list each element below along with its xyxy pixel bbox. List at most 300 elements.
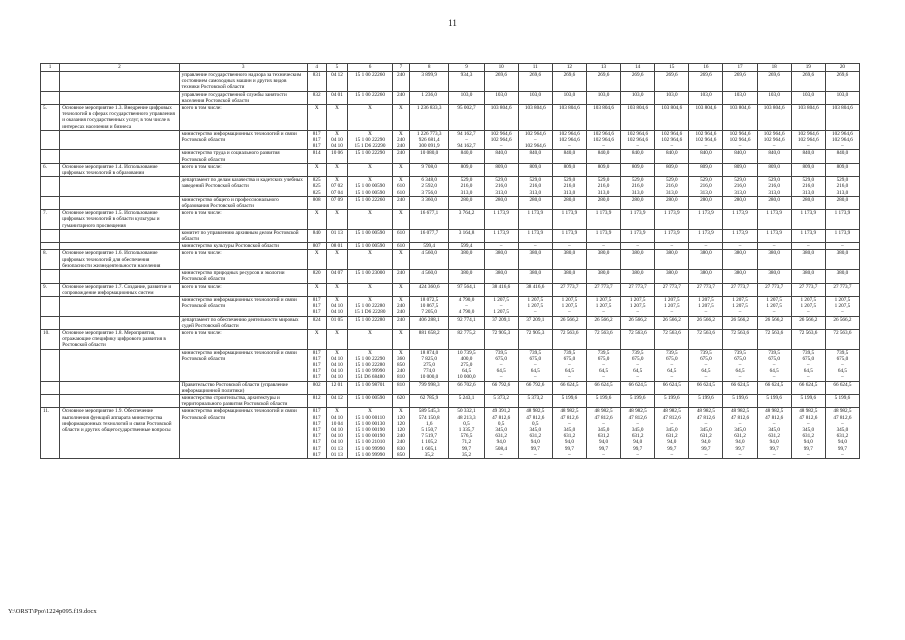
- cell-year: 1 173,9: [586, 229, 620, 242]
- cell-name: [60, 72, 179, 92]
- header-cell: 17: [723, 64, 757, 72]
- cell-year: 102 964,6 102 964,6 –: [621, 130, 655, 150]
- cell-grbs: 832: [307, 91, 326, 104]
- cell-year: 380,0: [757, 270, 791, 283]
- cell-year: 1 207,5 – 1 207,5: [484, 296, 518, 316]
- cell-csr: 15 1 00 00590: [348, 394, 393, 407]
- cell-year: 102 964,6 102 964,6 –: [689, 130, 723, 150]
- cell-year: 809,0: [518, 163, 552, 176]
- cell-no: [41, 349, 60, 381]
- cell-year: –: [655, 243, 689, 250]
- cell-csr: Х: [348, 210, 393, 230]
- header-cell: 11: [518, 64, 552, 72]
- cell-year: 72 563,6: [791, 329, 825, 349]
- cell-year: 26 566,2: [552, 316, 586, 329]
- cell-year: 269,6: [689, 72, 723, 92]
- cell-year: 48 982,5 47 812,6 0,5 345,0 631,2 94,0 99,7 –: [518, 408, 552, 459]
- table-row: [41, 250, 860, 270]
- cell-year: 103,0: [655, 91, 689, 104]
- header-cell: 14: [621, 64, 655, 72]
- table-row: [41, 296, 860, 316]
- header-cell: 6: [348, 64, 393, 72]
- budget-table: [40, 63, 860, 459]
- cell-year: 72 563,6: [757, 329, 791, 349]
- cell-year: 1 207,5 1 207,5 –: [621, 296, 655, 316]
- cell-grbs: 820: [307, 270, 326, 283]
- cell-year: 380,0: [552, 270, 586, 283]
- cell-year: 27 773,7: [723, 283, 757, 296]
- cell-total: 18 072,5 10 867,5 7 205,0: [409, 296, 448, 316]
- cell-grbs: 840: [307, 229, 326, 242]
- cell-name: [60, 196, 179, 209]
- cell-csr: 15 1 00 22280: [348, 316, 393, 329]
- cell-grbs: 831: [307, 72, 326, 92]
- table-body: [41, 72, 860, 459]
- cell-total: 4 560,0: [409, 250, 448, 270]
- cell-year: 529,0 216,0 313,0: [689, 177, 723, 197]
- cell-exec: министерство информационных технологий и связи Ростовской области: [179, 130, 307, 150]
- header-cell: 19: [791, 64, 825, 72]
- cell-vr: Х: [392, 163, 409, 176]
- cell-vr: Х 240 240: [392, 130, 409, 150]
- table-row: [41, 105, 860, 131]
- cell-year: 809,0: [552, 163, 586, 176]
- cell-vr: Х 610 610: [392, 177, 409, 197]
- cell-exec: департамент по обеспечению деятельности мировых судей Ростовской области: [179, 316, 307, 329]
- cell-rzpr: Х: [326, 250, 347, 270]
- cell-year: 5 373,2: [484, 394, 518, 407]
- cell-exec: министерство труда и социального развития Ростовской области: [179, 150, 307, 163]
- cell-csr: Х: [348, 250, 393, 270]
- cell-no: 6.: [41, 163, 60, 176]
- cell-year: –: [825, 243, 859, 250]
- cell-year: –: [621, 243, 655, 250]
- cell-year: 72 563,6: [723, 329, 757, 349]
- cell-year: 103,0: [757, 91, 791, 104]
- header-cell: 2: [60, 64, 179, 72]
- cell-year: 72 563,6: [825, 329, 859, 349]
- cell-year: 1 173,9: [484, 210, 518, 230]
- cell-csr: 15 1 00 23000: [348, 270, 393, 283]
- cell-year: 1 173,9: [825, 210, 859, 230]
- cell-year: 529,0 216,0 313,0: [552, 177, 586, 197]
- cell-grbs: 824: [307, 316, 326, 329]
- cell-year: 840,0: [825, 150, 859, 163]
- cell-year: 103,0: [791, 91, 825, 104]
- cell-no: [41, 381, 60, 394]
- cell-year: 27 773,7: [791, 283, 825, 296]
- cell-year: 102 964,6 102 964,6 –: [791, 130, 825, 150]
- cell-csr: 15 1 00 22260: [348, 91, 393, 104]
- cell-year: 809,0: [825, 163, 859, 176]
- cell-year: 48 982,5 47 812,6 – 345,0 631,2 94,0 99,7 –: [621, 408, 655, 459]
- cell-csr: Х 15 1 00 22290 15 1 00 22280 15 1 00 99990 151 D6 68480: [348, 349, 393, 381]
- table-row: [41, 408, 860, 459]
- cell-year: 840,0: [518, 150, 552, 163]
- cell-year: 380,0: [655, 250, 689, 270]
- cell-name: Основное мероприятие 1.3. Внедрение цифровых технологий в сферах государственного управления и оказания государственных услуг, в том числе в интересах населения и бизнеса: [60, 105, 179, 131]
- cell-year: 739,5 675,0 – 64,5 –: [791, 349, 825, 381]
- cell-no: 9.: [41, 283, 60, 296]
- cell-exec: управление государственной службы занятости населения Ростовской области: [179, 91, 307, 104]
- cell-y2019: 94 162,7 – 94 162,7: [449, 130, 484, 150]
- cell-name: [60, 130, 179, 150]
- cell-year: 739,5 675,0 – 64,5 –: [825, 349, 859, 381]
- cell-rzpr: Х: [326, 283, 347, 296]
- cell-year: 529,0 216,0 313,0: [757, 177, 791, 197]
- cell-vr: 240: [392, 72, 409, 92]
- cell-year: 27 773,7: [655, 283, 689, 296]
- cell-csr: 15 1 00 22290: [348, 150, 393, 163]
- cell-total: 6 348,0 2 592,0 3 756,0: [409, 177, 448, 197]
- cell-year: 1 173,9: [757, 229, 791, 242]
- cell-csr: Х 15 1 00 22280 15 1 D6 22280: [348, 296, 393, 316]
- cell-csr: Х 15 1 00 22290 15 1 D6 22290: [348, 130, 393, 150]
- cell-year: 739,5 675,0 – 64,5 –: [655, 349, 689, 381]
- cell-no: [41, 316, 60, 329]
- cell-year: 809,0: [689, 163, 723, 176]
- cell-no: [41, 296, 60, 316]
- header-cell: 3: [179, 64, 307, 72]
- cell-total: 9 708,0: [409, 163, 448, 176]
- cell-year: 1 173,9: [655, 210, 689, 230]
- cell-year: 26 566,2: [825, 316, 859, 329]
- cell-grbs: Х: [307, 105, 326, 131]
- cell-rzpr: 12 01: [326, 381, 347, 394]
- cell-grbs: 817 817 817 817 817: [307, 349, 326, 381]
- cell-year: 1 173,9: [655, 229, 689, 242]
- cell-exec: всего в том числе:: [179, 105, 307, 131]
- cell-year: –: [586, 243, 620, 250]
- cell-vr: 240: [392, 150, 409, 163]
- cell-grbs: Х: [307, 329, 326, 349]
- cell-year: 1 173,9: [825, 229, 859, 242]
- cell-name: [60, 349, 179, 381]
- cell-year: 280,0: [689, 196, 723, 209]
- cell-y2019: 95 002,7: [449, 105, 484, 131]
- cell-year: 380,0: [791, 270, 825, 283]
- table-row: [41, 394, 860, 407]
- cell-year: 269,6: [723, 72, 757, 92]
- cell-year: –: [552, 243, 586, 250]
- cell-year: 66 624,5: [757, 381, 791, 394]
- cell-year: 72 563,6: [586, 329, 620, 349]
- cell-year: 72 905,3: [484, 329, 518, 349]
- cell-year: 103,0: [723, 91, 757, 104]
- cell-year: –: [484, 243, 518, 250]
- cell-year: 5 199,6: [655, 394, 689, 407]
- table-row: [41, 130, 860, 150]
- cell-total: 599,4: [409, 243, 448, 250]
- cell-name: [60, 243, 179, 250]
- cell-rzpr: Х: [326, 163, 347, 176]
- cell-year: 380,0: [791, 250, 825, 270]
- table-row: [41, 243, 860, 250]
- cell-year: 48 982,5 47 812,6 – 345,0 631,2 94,0 99,7 –: [552, 408, 586, 459]
- cell-grbs: Х: [307, 163, 326, 176]
- cell-csr: 15 1 00 22260: [348, 196, 393, 209]
- cell-rzpr: Х 04 10 10 04 04 10 04 10 04 10 01 13 01 13: [326, 408, 347, 459]
- cell-total: 62 785,9: [409, 394, 448, 407]
- cell-year: 66 624,5: [791, 381, 825, 394]
- cell-rzpr: Х 04 10 04 10: [326, 296, 347, 316]
- cell-no: [41, 270, 60, 283]
- cell-year: 27 773,7: [825, 283, 859, 296]
- cell-csr: Х: [348, 283, 393, 296]
- cell-year: 48 982,5 47 812,6 – 345,0 631,2 94,0 99,7 –: [586, 408, 620, 459]
- cell-year: 66 792,6: [484, 381, 518, 394]
- cell-grbs: Х: [307, 210, 326, 230]
- cell-year: 280,0: [518, 196, 552, 209]
- table-row: [41, 316, 860, 329]
- cell-year: 1 207,5 1 207,5 –: [552, 296, 586, 316]
- cell-y2019: 3 164,8: [449, 229, 484, 242]
- cell-no: 10.: [41, 329, 60, 349]
- cell-year: 103,0: [586, 91, 620, 104]
- cell-year: 103 804,6: [791, 105, 825, 131]
- cell-name: Основное мероприятие 1.5. Использование цифровых технологий в области культуры и гуманитарного просвещения: [60, 210, 179, 230]
- cell-year: 739,5 675,0 – 64,5 –: [518, 349, 552, 381]
- cell-y2019: 103,0: [449, 91, 484, 104]
- cell-year: 38 416,6: [484, 283, 518, 296]
- cell-year: 1 173,9: [518, 229, 552, 242]
- cell-year: 72 563,6: [689, 329, 723, 349]
- cell-exec: Правительство Ростовской области (управление информационной политики): [179, 381, 307, 394]
- cell-name: [60, 150, 179, 163]
- cell-year: 103 804,6: [689, 105, 723, 131]
- table-header-row: [41, 64, 860, 72]
- cell-exec: министерство информационных технологий и связи Ростовской области: [179, 296, 307, 316]
- cell-exec: всего в том числе:: [179, 210, 307, 230]
- cell-year: 280,0: [757, 196, 791, 209]
- cell-year: 269,6: [518, 72, 552, 92]
- cell-year: 48 982,5 47 812,6 – 345,0 631,2 94,0 99,7 –: [791, 408, 825, 459]
- cell-year: 280,0: [825, 196, 859, 209]
- cell-year: 102 964,6 – 102 964,6: [518, 130, 552, 150]
- cell-year: 1 173,9: [484, 229, 518, 242]
- cell-year: 529,0 216,0 313,0: [723, 177, 757, 197]
- cell-vr: 240: [392, 316, 409, 329]
- table-row: [41, 72, 860, 92]
- cell-csr: 15 1 00 00590: [348, 229, 393, 242]
- cell-exec: всего в том числе:: [179, 283, 307, 296]
- cell-year: 280,0: [552, 196, 586, 209]
- cell-rzpr: 01 05: [326, 316, 347, 329]
- cell-exec: управление государственного надзора за техническим состоянием самоходных машин и других видов техники Ростовской области: [179, 72, 307, 92]
- cell-year: 380,0: [552, 250, 586, 270]
- table-row: [41, 177, 860, 197]
- cell-year: 269,6: [552, 72, 586, 92]
- cell-year: 380,0: [825, 250, 859, 270]
- cell-y2019: 10 739,5 400,0 275,0 64,5 10 000,0: [449, 349, 484, 381]
- cell-year: 840,0: [689, 150, 723, 163]
- cell-year: 1 207,5 1 207,5 –: [518, 296, 552, 316]
- cell-year: 1 173,9: [552, 210, 586, 230]
- cell-total: 424 360,6: [409, 283, 448, 296]
- cell-year: 840,0: [484, 150, 518, 163]
- cell-exec: министерство информационных технологий и связи Ростовской области: [179, 408, 307, 459]
- cell-year: 48 982,5 47 812,6 – 345,0 631,2 94,0 99,7 –: [723, 408, 757, 459]
- cell-year: 1 173,9: [723, 229, 757, 242]
- header-cell: 5: [326, 64, 347, 72]
- cell-year: 739,5 675,0 – 64,5 –: [586, 349, 620, 381]
- cell-grbs: Х: [307, 283, 326, 296]
- cell-no: [41, 229, 60, 242]
- cell-exec: всего в том числе:: [179, 163, 307, 176]
- cell-total: 18 874,0 7 825,0 275,0 774,0 10 000,0: [409, 349, 448, 381]
- cell-year: 103 804,6: [757, 105, 791, 131]
- cell-rzpr: Х: [326, 105, 347, 131]
- cell-total: 881 658,2: [409, 329, 448, 349]
- cell-grbs: 808: [307, 196, 326, 209]
- header-cell: 7: [392, 64, 409, 72]
- cell-year: 72 905,3: [518, 329, 552, 349]
- cell-year: 1 207,5 1 207,5 –: [757, 296, 791, 316]
- cell-year: 1 173,9: [791, 210, 825, 230]
- cell-vr: 240: [392, 270, 409, 283]
- cell-exec: всего в том числе:: [179, 329, 307, 349]
- cell-year: 103,0: [484, 91, 518, 104]
- cell-rzpr: 07 09: [326, 196, 347, 209]
- cell-rzpr: Х 04 10 04 10 04 10 04 10: [326, 349, 347, 381]
- cell-year: 380,0: [586, 250, 620, 270]
- cell-name: [60, 394, 179, 407]
- cell-year: 48 982,5 47 812,6 – 345,0 631,2 94,0 99,7 –: [825, 408, 859, 459]
- cell-name: [60, 316, 179, 329]
- table-row: [41, 381, 860, 394]
- cell-y2019: 66 702,6: [449, 381, 484, 394]
- cell-year: 102 964,6 102 964,6 –: [723, 130, 757, 150]
- cell-year: 72 563,6: [621, 329, 655, 349]
- cell-year: 103 804,6: [484, 105, 518, 131]
- cell-year: 269,6: [825, 72, 859, 92]
- cell-year: 103 804,6: [723, 105, 757, 131]
- cell-total: 1 236,0: [409, 91, 448, 104]
- cell-vr: 620: [392, 394, 409, 407]
- cell-exec: министерство культуры Ростовской области: [179, 243, 307, 250]
- cell-year: 1 207,5 1 207,5 –: [791, 296, 825, 316]
- header-cell: 8: [409, 64, 448, 72]
- cell-year: 66 792,6: [518, 381, 552, 394]
- cell-csr: Х 15 1 00 00590 15 1 00 00590: [348, 177, 393, 197]
- cell-year: 529,0 216,0 313,0: [655, 177, 689, 197]
- cell-year: 529,0 216,0 313,0: [586, 177, 620, 197]
- cell-year: 380,0: [518, 270, 552, 283]
- cell-no: 8.: [41, 250, 60, 270]
- cell-vr: Х: [392, 105, 409, 131]
- cell-year: 48 982,5 47 812,6 – 345,0 631,2 94,0 99,7 –: [689, 408, 723, 459]
- cell-year: 809,0: [586, 163, 620, 176]
- cell-year: 49 391,2 47 812,6 0,5 345,0 631,2 94,0 508,4 –: [484, 408, 518, 459]
- cell-year: 380,0: [723, 270, 757, 283]
- cell-y2019: 97 564,1: [449, 283, 484, 296]
- cell-year: 37 209,1: [484, 316, 518, 329]
- table-row: [41, 329, 860, 349]
- cell-year: 1 173,9: [621, 229, 655, 242]
- cell-year: 26 566,2: [621, 316, 655, 329]
- cell-vr: 610: [392, 243, 409, 250]
- cell-y2019: 82 775,2: [449, 329, 484, 349]
- cell-y2019: 280,0: [449, 196, 484, 209]
- cell-rzpr: 01 13: [326, 229, 347, 242]
- cell-csr: Х: [348, 329, 393, 349]
- cell-year: 739,5 675,0 – 64,5 –: [552, 349, 586, 381]
- cell-no: 5.: [41, 105, 60, 131]
- cell-year: 380,0: [689, 270, 723, 283]
- cell-no: [41, 394, 60, 407]
- cell-year: 380,0: [689, 250, 723, 270]
- cell-grbs: 825 825 825: [307, 177, 326, 197]
- cell-year: 380,0: [655, 270, 689, 283]
- cell-year: 809,0: [484, 163, 518, 176]
- cell-year: 809,0: [723, 163, 757, 176]
- cell-year: 1 207,5 1 207,5 –: [689, 296, 723, 316]
- cell-year: 739,5 675,0 – 64,5 –: [757, 349, 791, 381]
- cell-year: 380,0: [518, 250, 552, 270]
- cell-name: [60, 381, 179, 394]
- table-row: [41, 91, 860, 104]
- cell-exec: министерство информационных технологий и связи Ростовской области: [179, 349, 307, 381]
- header-cell: 13: [586, 64, 620, 72]
- cell-no: [41, 91, 60, 104]
- cell-name: Основное мероприятие 1.7. Создание, развитие и сопровождение информационных систем: [60, 283, 179, 296]
- cell-year: 269,6: [621, 72, 655, 92]
- header-cell: 20: [825, 64, 859, 72]
- cell-year: 48 982,5 47 812,6 – 345,0 631,2 94,0 99,7 –: [655, 408, 689, 459]
- cell-year: 66 624,5: [552, 381, 586, 394]
- cell-year: 809,0: [621, 163, 655, 176]
- cell-year: –: [723, 243, 757, 250]
- cell-y2019: 50 332,1 48 213,3 0,5 1 335,7 576,5 71,2 99,7 35,2: [449, 408, 484, 459]
- cell-year: 269,6: [791, 72, 825, 92]
- cell-exec: департамент по делам казачества и кадетских учебных заведений Ростовской области: [179, 177, 307, 197]
- cell-year: 103 804,6: [825, 105, 859, 131]
- cell-year: 66 624,5: [825, 381, 859, 394]
- cell-year: 269,6: [484, 72, 518, 92]
- cell-year: 380,0: [621, 250, 655, 270]
- cell-name: [60, 229, 179, 242]
- cell-exec: всего в том числе:: [179, 250, 307, 270]
- table-row: [41, 270, 860, 283]
- cell-year: 280,0: [791, 196, 825, 209]
- cell-year: 27 773,7: [689, 283, 723, 296]
- cell-grbs: 817 817 817: [307, 130, 326, 150]
- cell-year: 27 773,7: [757, 283, 791, 296]
- cell-year: 1 173,9: [723, 210, 757, 230]
- cell-csr: 15 1 00 22260: [348, 72, 393, 92]
- cell-y2019: 380,0: [449, 270, 484, 283]
- cell-rzpr: Х: [326, 329, 347, 349]
- cell-year: 5 199,6: [586, 394, 620, 407]
- cell-no: [41, 177, 60, 197]
- cell-year: 66 624,5: [586, 381, 620, 394]
- cell-year: 66 624,5: [655, 381, 689, 394]
- cell-year: 1 173,9: [689, 229, 723, 242]
- cell-grbs: 807: [307, 243, 326, 250]
- cell-year: 529,0 216,0 313,0: [621, 177, 655, 197]
- cell-y2019: 3 764,2: [449, 210, 484, 230]
- cell-y2019: 92 774,1: [449, 316, 484, 329]
- cell-name: Основное мероприятие 1.8. Мероприятия, отражающие специфику цифрового развития в Ростовской области: [60, 329, 179, 349]
- cell-y2019: 380,0: [449, 250, 484, 270]
- cell-year: 809,0: [655, 163, 689, 176]
- cell-year: 280,0: [484, 196, 518, 209]
- header-cell: 10: [484, 64, 518, 72]
- cell-year: –: [689, 243, 723, 250]
- cell-total: 16 677,1: [409, 210, 448, 230]
- cell-name: Основное мероприятие 1.4. Использование цифровых технологий в образовании: [60, 163, 179, 176]
- cell-year: 280,0: [723, 196, 757, 209]
